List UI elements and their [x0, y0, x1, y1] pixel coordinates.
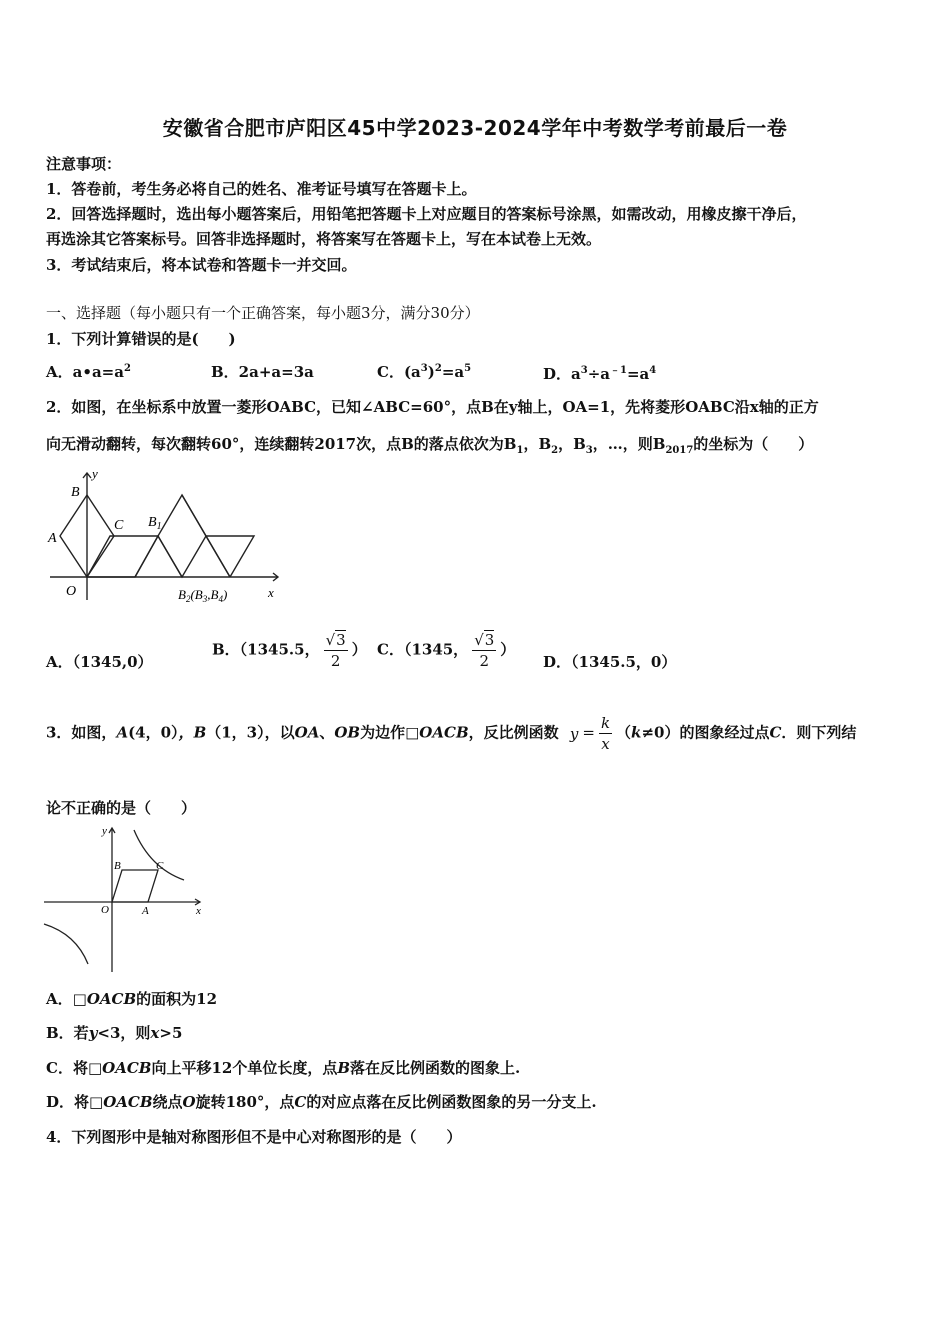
question-2-figure [40, 465, 290, 610]
question-1-option-d: D．$a^3\div a^{﹣1}=a^4$ [543, 365, 657, 383]
notice-item-2-line-1: 2．回答选择题时，选出每小题答案后，用铅笔把答题卡上对应题目的答案标号涂黑，如需改动，用橡皮擦干净后， [46, 205, 807, 223]
rhombus-step-3 [158, 495, 206, 577]
hyperbola-branch-upper [134, 830, 184, 880]
rhombus-step-6 [206, 536, 254, 577]
notice-item-2-line-2: 再选涂其它答案标号。回答非选择题时，将答案写在答题卡上，写在本试卷上无效。 [46, 230, 602, 248]
label-c: C [114, 518, 124, 533]
label-y: y [92, 466, 98, 481]
question-3-option-b: B．若y<3，则x>5 [46, 1024, 183, 1042]
question-2-option-d: D．（1345.5，0） [543, 653, 677, 671]
question-2-line-2: 向无滑动翻转，每次翻转60°，连续翻转2017次，点B的落点依次为$B_1$，$B_2$，$B_3$，…，则$B_{2017}$的坐标为（ ） [46, 435, 814, 456]
page-title: 安徽省合肥市庐阳区45中学2023-2024学年中考数学考前最后一卷 [162, 116, 788, 140]
rhombus-step-1 [87, 536, 158, 577]
notice-item-1: 1．答卷前，考生务必将自己的姓名、准考证号填写在答题卡上。 [46, 180, 477, 198]
question-3-line-1: 3．如图，A(4，0），B（1，3），以OA、OB为边作□OACB，反比例函数 y = $\frac{k}{x}$ （k≠0）的图象经过点C．则下列结 [46, 714, 857, 753]
label-a: A [142, 905, 149, 917]
question-4-stem: 4．下列图形中是轴对称图形但不是中心对称图形的是（ ） [46, 1128, 462, 1146]
rhombus-step-2 [135, 536, 182, 577]
label-y: y [102, 825, 107, 837]
label-o: O [66, 584, 77, 599]
label-b: B [71, 485, 80, 500]
label-c: C [156, 860, 164, 872]
question-2-option-b: B．（1345.5， $\frac{√3}{2}$ ） [212, 631, 367, 670]
parallelogram-oacb [112, 870, 158, 902]
question-3-option-d: D．将□OACB绕点O旋转180°，点C的对应点落在反比例函数图象的另一分支上. [46, 1093, 597, 1111]
notice-heading: 注意事项： [46, 155, 122, 173]
section-heading: 一、选择题（每小题只有一个正确答案，每小题3分，满分30分） [46, 304, 480, 322]
notice-item-3: 3．考试结束后，将本试卷和答题卡一并交回。 [46, 256, 357, 274]
label-o: O [101, 904, 109, 916]
question-2-option-c: C．（1345， $\frac{√3}{2}$ ） [377, 631, 516, 670]
label-b2-b3-b4: $B_2(B_3,B_4)$ [178, 587, 228, 604]
question-3-line-2: 论不正确的是（ ） [46, 799, 197, 817]
label-x: x [268, 585, 274, 600]
question-1-option-a: A．$a•a=a^2$ [46, 363, 131, 381]
question-3-option-c: C．将□OACB向上平移12个单位长度，点B落在反比例函数的图象上. [46, 1059, 521, 1077]
label-a: A [48, 531, 57, 546]
label-x: x [196, 905, 201, 917]
question-2-option-a: A．（1345,0） [46, 653, 153, 671]
question-1-stem: 1．下列计算错误的是( ) [46, 330, 236, 348]
label-b1: $B_1$ [148, 515, 162, 532]
question-1-option-b: B．2a+a=3a [211, 363, 314, 381]
question-2-line-1: 2．如图，在坐标系中放置一菱形OABC，已知∠ABC=60°，点B在y轴上，OA=1，先将菱形OABC沿x轴的正方 [46, 398, 819, 416]
label-b: B [114, 860, 121, 872]
hyperbola-branch-lower [44, 924, 88, 964]
question-1-option-c: C．$(a^3)^2=a^5$ [377, 363, 472, 381]
question-3-option-a: A．□OACB的面积为12 [46, 990, 218, 1008]
question-3-figure [40, 822, 210, 974]
